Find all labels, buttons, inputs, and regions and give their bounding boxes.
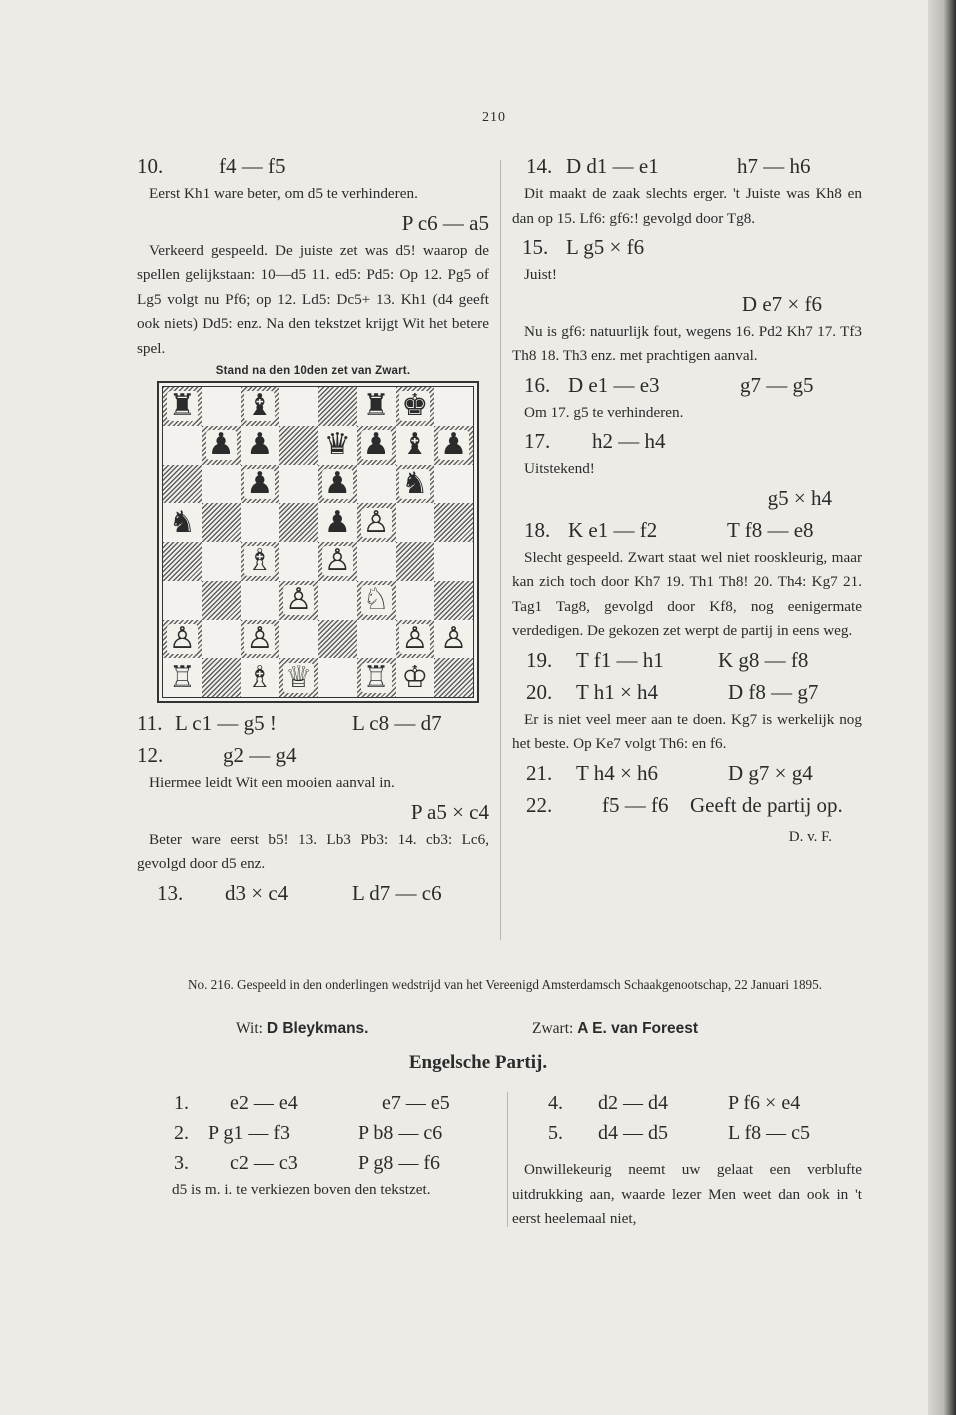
move-14 (512, 150, 862, 182)
white-move: P g1 — f3 (208, 1122, 291, 1144)
square-a5 (163, 503, 202, 542)
move-10 (137, 150, 489, 182)
square-h6 (434, 465, 473, 504)
black-move: P c6 — a5 (401, 210, 489, 235)
chess-piece: ♙ (246, 620, 274, 656)
square-g1 (396, 658, 435, 697)
white-move: c2 — c3 (230, 1152, 298, 1174)
square-f7 (357, 426, 396, 465)
chess-piece: ♕ (285, 659, 313, 695)
chess-piece: ♗ (246, 659, 274, 695)
move-18 (512, 514, 862, 546)
square-b2 (202, 620, 241, 659)
square-g5 (396, 503, 435, 542)
square-f6 (357, 465, 396, 504)
chess-piece: ♛ (323, 427, 351, 463)
annotation: Hiermee leidt Wit een mooien aanval in. (149, 774, 395, 791)
square-a7 (163, 426, 202, 465)
square-e2 (318, 620, 357, 659)
annotation: d5 is m. i. te verkiezen boven den tekstzet. (172, 1181, 431, 1198)
chess-piece: ♖ (362, 659, 390, 695)
white-player (236, 1020, 368, 1038)
chess-piece: ♙ (285, 582, 313, 618)
square-c2 (241, 620, 280, 659)
white-move: D e1 — e3 (568, 372, 660, 397)
move-number: 20. (526, 679, 553, 704)
chess-piece: ♝ (246, 388, 274, 424)
move-number: 22. (526, 792, 553, 817)
square-g4 (396, 542, 435, 581)
chess-piece: ♟ (246, 465, 274, 501)
diagram-caption: Stand na den 10den zet van Zwart. (215, 365, 411, 377)
square-g3 (396, 581, 435, 620)
annotation: Verkeerd gespeeld. De juiste zet was d5! waarop de spellen gelijkstaan: 10—d5 11. ed5: Pd5: Op 12. Pg5 of Lg5 volgt nu Pf6; op 12. Ld5: Dc5+ 13. Kh1 (d4 geeft ook niets) Dd5: enz. Na den tekstzet krijgt Wit het betere spel. (137, 241, 489, 357)
square-d2 (279, 620, 318, 659)
square-b6 (202, 465, 241, 504)
square-a4 (163, 542, 202, 581)
move-5 (512, 1118, 862, 1148)
black-move: P f6 × e4 (728, 1092, 801, 1114)
right-column (512, 150, 862, 846)
square-e8 (318, 387, 357, 426)
square-a1 (163, 658, 202, 697)
square-d7 (279, 426, 318, 465)
move-number: 15. (522, 235, 549, 259)
black-move: D f8 — g7 (728, 679, 819, 704)
black-player (532, 1020, 698, 1038)
annotation: Dit maakt de zaak slechts erger. 't Juiste was Kh8 en dan op 15. Lf6: gf6:! gevolgd door Tg8. (512, 185, 862, 227)
square-c8 (241, 387, 280, 426)
chess-piece: ♟ (246, 427, 274, 463)
left-column (137, 150, 489, 909)
white-move: f5 — f6 (602, 792, 669, 817)
move-1 (160, 1088, 495, 1118)
annotation: Juist! (524, 266, 557, 283)
square-b3 (202, 581, 241, 620)
move-number: 21. (526, 760, 553, 785)
white-move: f4 — f5 (219, 154, 286, 178)
square-f5 (357, 503, 396, 542)
black-move: K g8 — f8 (718, 647, 809, 672)
square-g2 (396, 620, 435, 659)
black-move: L f8 — c5 (728, 1122, 811, 1144)
square-c4 (241, 542, 280, 581)
white-move: L c1 — g5 ! (175, 711, 277, 735)
square-f3 (357, 581, 396, 620)
square-h5 (434, 503, 473, 542)
move-21 (512, 757, 862, 789)
square-g8 (396, 387, 435, 426)
annotation: Onwillekeurig neemt uw gelaat een verblufte uitdrukking aan, waarde lezer Men weet dan ook in 't eerst heelemaal niet, (512, 1161, 862, 1227)
white-move: g2 — g4 (223, 743, 297, 767)
game-header: No. 216. Gespeeld in den onderlingen wedstrijd van het Vereenigd Amsterdamsch Schaakgenootschap, 22 Januari 1895. (187, 977, 823, 992)
square-g6 (396, 465, 435, 504)
move-number: 14. (526, 154, 553, 178)
move-19 (512, 644, 862, 676)
white-move: d4 — d5 (598, 1122, 668, 1144)
annotation: Nu is gf6: natuurlijk fout, wegens 16. Pd2 Kh7 17. Tf3 Th8 18. Th3 enz. met prachtigen aanval. (512, 322, 862, 364)
black-move: D g7 × g4 (728, 760, 813, 785)
chess-piece: ♞ (401, 465, 429, 501)
black-player-name: A E. van Foreest (577, 1020, 699, 1037)
square-e7 (318, 426, 357, 465)
white-player-name: D Bleykmans. (266, 1020, 369, 1037)
square-b5 (202, 503, 241, 542)
square-b1 (202, 658, 241, 697)
black-move: g5 × h4 (767, 485, 832, 510)
move-16 (512, 369, 862, 401)
square-d8 (279, 387, 318, 426)
square-f1 (357, 658, 396, 697)
square-e5 (318, 503, 357, 542)
square-e3 (318, 581, 357, 620)
white-move: T h4 × h6 (576, 760, 659, 785)
move-number: 4. (548, 1092, 563, 1114)
square-b7 (202, 426, 241, 465)
square-c6 (241, 465, 280, 504)
square-h8 (434, 387, 473, 426)
black-move: g7 — g5 (740, 372, 814, 397)
square-b4 (202, 542, 241, 581)
black-move: D e7 × f6 (741, 291, 822, 316)
annotation: Beter ware eerst b5! 13. Lb3 Pb3: 14. cb3: Lc6, gevolgd door d5 enz. (137, 830, 489, 872)
result-text: Geeft de partij op. (690, 792, 843, 817)
move-11 (137, 707, 489, 739)
annotation: Slecht gespeeld. Zwart staat wel niet rooskleurig, maar kan zich toch door Kh7 19. Th1 Th8! 20. Th4: Kg7 21. Tag1 Tag8, gevolgd door Kf8, nog eenigermate verdedigen. De gekozen zet werpt de partij in eens weg. (512, 548, 862, 639)
black-move: L c8 — d7 (352, 711, 442, 735)
square-g7 (396, 426, 435, 465)
square-f4 (357, 542, 396, 581)
square-d5 (279, 503, 318, 542)
chess-piece: ♝ (401, 427, 429, 463)
black-move: P b8 — c6 (358, 1122, 443, 1144)
move-number: 1. (174, 1092, 189, 1114)
chess-diagram (157, 381, 479, 703)
move-number: 3. (174, 1152, 189, 1174)
signature: D. v. F. (788, 828, 832, 845)
white-move: e2 — e4 (230, 1092, 298, 1114)
black-move: e7 — e5 (382, 1092, 450, 1114)
move-2 (160, 1118, 495, 1148)
square-f8 (357, 387, 396, 426)
chess-piece: ♙ (401, 620, 429, 656)
bottom-left-column (160, 1088, 495, 1203)
move-20 (512, 676, 862, 708)
chess-piece: ♜ (362, 388, 390, 424)
chess-piece: ♙ (362, 504, 390, 540)
black-move: P a5 × c4 (410, 799, 489, 824)
move-number: 2. (174, 1122, 189, 1144)
move-number: 19. (526, 647, 553, 672)
move-15 (512, 231, 862, 263)
chess-piece: ♙ (168, 620, 196, 656)
move-number: 16. (524, 372, 551, 397)
chess-piece: ♟ (323, 504, 351, 540)
white-move: K e1 — f2 (568, 517, 658, 542)
square-e6 (318, 465, 357, 504)
move-number: 18. (524, 517, 551, 542)
move-number: 13. (157, 880, 184, 905)
square-c3 (241, 581, 280, 620)
opening-title: Engelsche Partij. (408, 1052, 548, 1073)
square-h2 (434, 620, 473, 659)
square-a8 (163, 387, 202, 426)
annotation: Eerst Kh1 ware beter, om d5 te verhinderen. (149, 185, 418, 202)
white-move: d2 — d4 (598, 1092, 668, 1114)
white-move: d3 × c4 (225, 880, 289, 905)
square-h1 (434, 658, 473, 697)
square-a6 (163, 465, 202, 504)
move-22 (512, 789, 862, 821)
move-number: 11. (137, 711, 163, 735)
white-move: D d1 — e1 (566, 154, 659, 178)
chess-piece: ♙ (440, 620, 468, 656)
square-d6 (279, 465, 318, 504)
chess-piece: ♚ (401, 388, 429, 424)
white-move: T h1 × h4 (576, 679, 659, 704)
annotation: Uitstekend! (524, 460, 595, 477)
column-divider (507, 1092, 508, 1227)
square-h4 (434, 542, 473, 581)
move-3 (160, 1148, 495, 1178)
black-move: P g8 — f6 (358, 1152, 441, 1174)
black-label: Zwart: (532, 1020, 574, 1037)
page-number: 210 (482, 110, 506, 125)
move-number: 12. (137, 743, 164, 767)
square-c1 (241, 658, 280, 697)
move-12 (137, 739, 489, 771)
square-f2 (357, 620, 396, 659)
chess-piece: ♟ (207, 427, 235, 463)
chess-piece: ♗ (246, 543, 274, 579)
move-13 (137, 877, 489, 909)
square-d3 (279, 581, 318, 620)
black-move: h7 — h6 (737, 154, 811, 178)
chess-piece: ♖ (168, 659, 196, 695)
move-number: 10. (137, 154, 164, 178)
square-h7 (434, 426, 473, 465)
white-label: Wit: (236, 1020, 263, 1037)
white-move: T f1 — h1 (576, 647, 664, 672)
square-e1 (318, 658, 357, 697)
move-4 (512, 1088, 862, 1118)
square-c7 (241, 426, 280, 465)
annotation: Om 17. g5 te verhinderen. (524, 403, 684, 421)
page-edge-shadow (928, 0, 956, 1415)
black-move: T f8 — e8 (727, 517, 814, 542)
chess-piece: ♟ (362, 427, 390, 463)
chess-board (162, 386, 474, 698)
chess-piece: ♟ (323, 465, 351, 501)
annotation: Er is niet veel meer aan te doen. Kg7 is werkelijk nog het beste. Op Ke7 volgt Th6: en f6. (512, 710, 862, 752)
chess-piece: ♙ (323, 543, 351, 579)
move-number: 5. (548, 1122, 563, 1144)
bottom-right-column (512, 1088, 862, 1232)
chess-piece: ♜ (168, 388, 196, 424)
move-17 (512, 425, 862, 457)
square-d1 (279, 658, 318, 697)
move-number: 17. (524, 429, 551, 453)
square-a2 (163, 620, 202, 659)
square-h3 (434, 581, 473, 620)
square-a3 (163, 581, 202, 620)
square-d4 (279, 542, 318, 581)
square-e4 (318, 542, 357, 581)
chess-piece: ♟ (440, 427, 468, 463)
chess-piece: ♘ (362, 582, 390, 618)
chess-piece: ♔ (401, 659, 429, 695)
chess-piece: ♞ (168, 504, 196, 540)
square-c5 (241, 503, 280, 542)
square-b8 (202, 387, 241, 426)
black-move: L d7 — c6 (352, 880, 442, 905)
white-move: h2 — h4 (592, 429, 666, 453)
column-divider (500, 160, 501, 940)
white-move: L g5 × f6 (566, 235, 645, 259)
